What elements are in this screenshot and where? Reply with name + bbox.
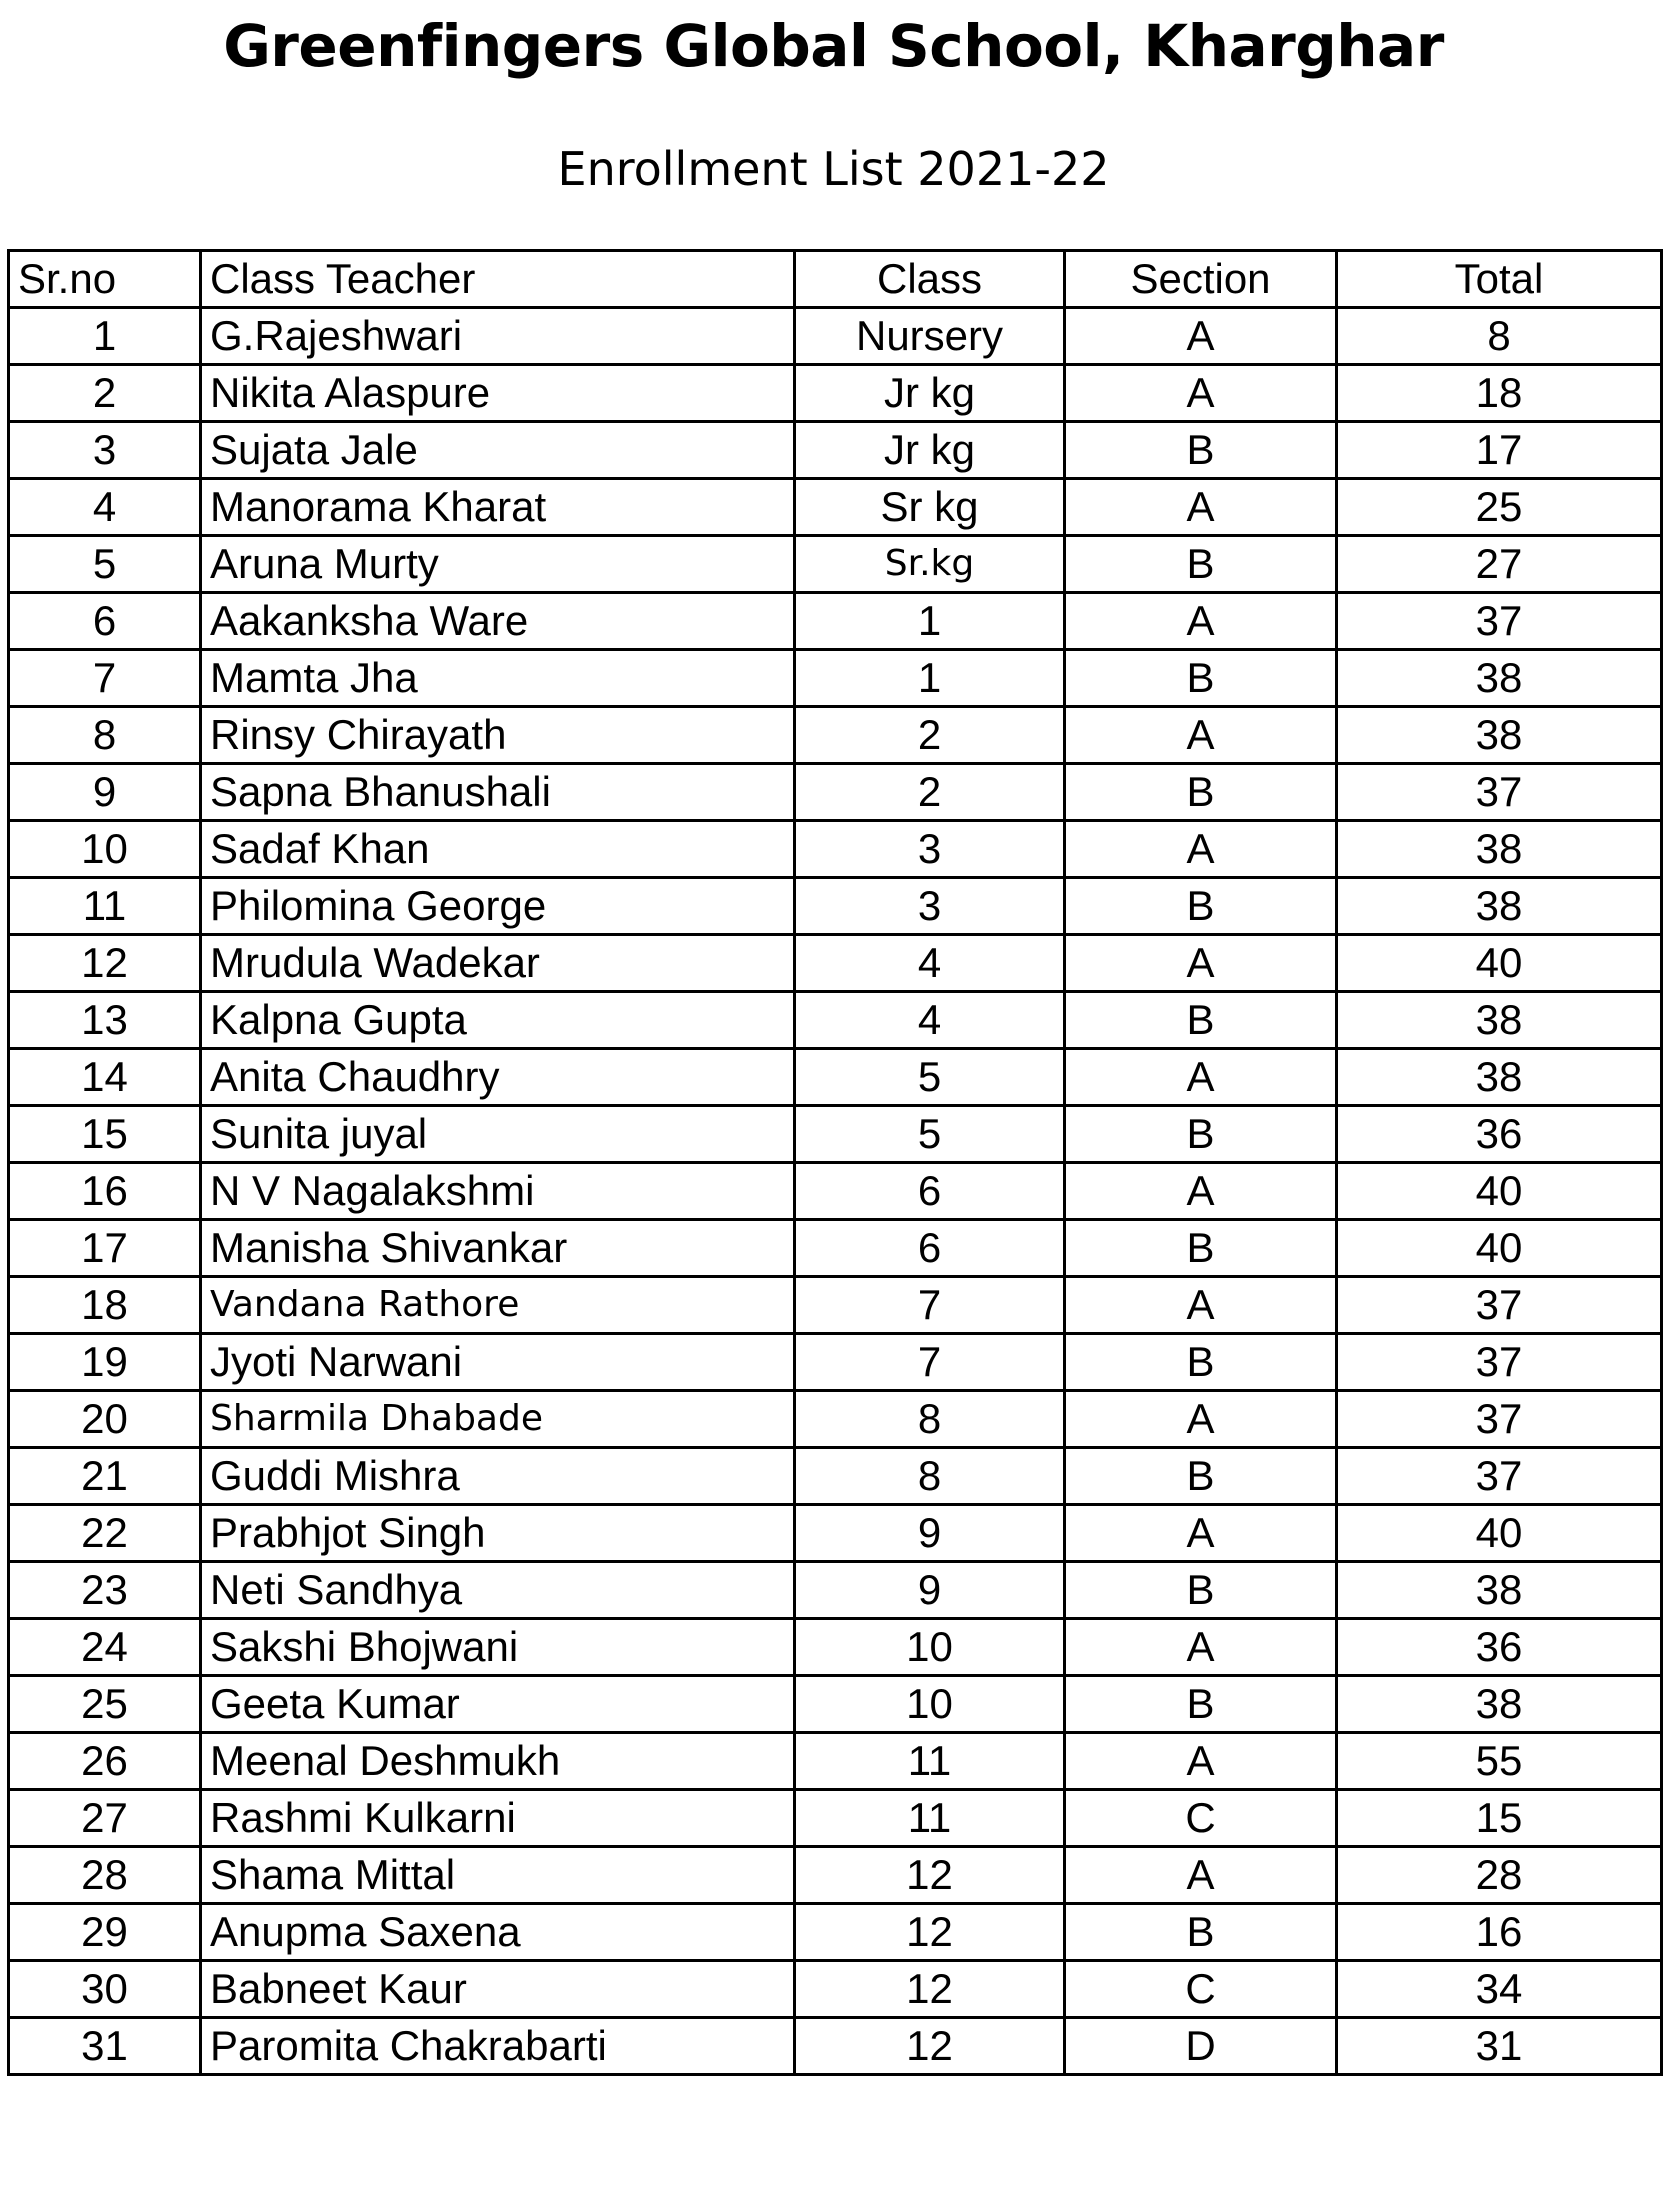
table-row [9,1049,1662,1106]
section-cell: B [1065,422,1337,479]
total-cell: 38 [1337,878,1662,935]
sr-no-cell: 10 [9,821,201,878]
table-row [9,935,1662,992]
column-header-class: Class [795,251,1065,308]
total-cell: 16 [1337,1904,1662,1961]
class-teacher-cell: Paromita Chakrabarti [201,2018,795,2075]
class-cell: 7 [795,1334,1065,1391]
table-row [9,1676,1662,1733]
class-cell: 1 [795,593,1065,650]
class-cell: 12 [795,1961,1065,2018]
table-row [9,365,1662,422]
total-cell: 15 [1337,1790,1662,1847]
section-cell: C [1065,1961,1337,2018]
section-cell: A [1065,479,1337,536]
class-teacher-cell: Nikita Alaspure [201,365,795,422]
section-cell: A [1065,1847,1337,1904]
class-teacher-cell: G.Rajeshwari [201,308,795,365]
class-cell: 10 [795,1676,1065,1733]
total-cell: 37 [1337,1391,1662,1448]
table-row [9,536,1662,593]
section-cell: A [1065,365,1337,422]
class-cell: Sr.kg [795,536,1065,593]
class-cell: 12 [795,2018,1065,2075]
total-cell: 38 [1337,1676,1662,1733]
sr-no-cell: 23 [9,1562,201,1619]
sr-no-cell: 30 [9,1961,201,2018]
section-cell: A [1065,707,1337,764]
class-cell: 8 [795,1448,1065,1505]
class-cell: Sr kg [795,479,1065,536]
sr-no-cell: 8 [9,707,201,764]
sr-no-cell: 29 [9,1904,201,1961]
class-cell: 9 [795,1562,1065,1619]
section-cell: A [1065,1163,1337,1220]
total-cell: 34 [1337,1961,1662,2018]
table-row [9,1505,1662,1562]
total-cell: 40 [1337,1220,1662,1277]
section-cell: B [1065,1106,1337,1163]
class-teacher-cell: Babneet Kaur [201,1961,795,2018]
sr-no-cell: 2 [9,365,201,422]
class-cell: Jr kg [795,365,1065,422]
class-cell: 10 [795,1619,1065,1676]
class-cell: Jr kg [795,422,1065,479]
section-cell: B [1065,878,1337,935]
sr-no-cell: 17 [9,1220,201,1277]
class-cell: 11 [795,1733,1065,1790]
class-cell: 9 [795,1505,1065,1562]
section-cell: A [1065,935,1337,992]
table-row [9,1847,1662,1904]
class-cell: 4 [795,992,1065,1049]
table-row [9,1106,1662,1163]
table-row [9,1619,1662,1676]
class-teacher-cell: Sakshi Bhojwani [201,1619,795,1676]
sr-no-cell: 20 [9,1391,201,1448]
class-cell: 3 [795,821,1065,878]
section-cell: A [1065,1505,1337,1562]
table-row [9,1733,1662,1790]
class-cell: 12 [795,1904,1065,1961]
class-teacher-cell: Sharmila Dhabade [201,1391,795,1448]
class-teacher-cell: Mamta Jha [201,650,795,707]
section-cell: B [1065,1562,1337,1619]
table-row [9,1790,1662,1847]
section-cell: B [1065,1676,1337,1733]
table-row [9,479,1662,536]
class-teacher-cell: Rinsy Chirayath [201,707,795,764]
class-teacher-cell: Manorama Kharat [201,479,795,536]
sr-no-cell: 21 [9,1448,201,1505]
sr-no-cell: 26 [9,1733,201,1790]
total-cell: 37 [1337,1277,1662,1334]
section-cell: A [1065,1391,1337,1448]
class-cell: 1 [795,650,1065,707]
class-teacher-cell: Neti Sandhya [201,1562,795,1619]
sr-no-cell: 5 [9,536,201,593]
class-teacher-cell: Sapna Bhanushali [201,764,795,821]
class-cell: 4 [795,935,1065,992]
section-cell: D [1065,2018,1337,2075]
sr-no-cell: 9 [9,764,201,821]
total-cell: 31 [1337,2018,1662,2075]
section-cell: B [1065,1904,1337,1961]
class-cell: 7 [795,1277,1065,1334]
sr-no-cell: 28 [9,1847,201,1904]
sr-no-cell: 27 [9,1790,201,1847]
table-row [9,650,1662,707]
total-cell: 17 [1337,422,1662,479]
sr-no-cell: 31 [9,2018,201,2075]
class-teacher-cell: Mrudula Wadekar [201,935,795,992]
class-teacher-cell: Sadaf Khan [201,821,795,878]
class-teacher-cell: Geeta Kumar [201,1676,795,1733]
total-cell: 38 [1337,1049,1662,1106]
table-row [9,1334,1662,1391]
sr-no-cell: 12 [9,935,201,992]
total-cell: 38 [1337,650,1662,707]
class-cell: 8 [795,1391,1065,1448]
section-cell: A [1065,593,1337,650]
section-cell: A [1065,1733,1337,1790]
sr-no-cell: 3 [9,422,201,479]
class-teacher-cell: Sujata Jale [201,422,795,479]
total-cell: 27 [1337,536,1662,593]
class-cell: 5 [795,1049,1065,1106]
class-teacher-cell: Kalpna Gupta [201,992,795,1049]
section-cell: B [1065,650,1337,707]
total-cell: 37 [1337,1448,1662,1505]
table-row [9,593,1662,650]
class-cell: Nursery [795,308,1065,365]
class-cell: 5 [795,1106,1065,1163]
sr-no-cell: 7 [9,650,201,707]
class-cell: 3 [795,878,1065,935]
sr-no-cell: 1 [9,308,201,365]
column-header-section: Section [1065,251,1337,308]
enrollment-table [7,249,1663,2076]
total-cell: 38 [1337,821,1662,878]
table-row [9,1961,1662,2018]
class-teacher-cell: Anupma Saxena [201,1904,795,1961]
section-cell: A [1065,821,1337,878]
sr-no-cell: 18 [9,1277,201,1334]
sr-no-cell: 14 [9,1049,201,1106]
class-teacher-cell: Philomina George [201,878,795,935]
total-cell: 36 [1337,1106,1662,1163]
class-teacher-cell: Guddi Mishra [201,1448,795,1505]
column-header-class-teacher: Class Teacher [201,251,795,308]
class-teacher-cell: Aakanksha Ware [201,593,795,650]
class-cell: 2 [795,707,1065,764]
table-row [9,1391,1662,1448]
total-cell: 8 [1337,308,1662,365]
sr-no-cell: 24 [9,1619,201,1676]
section-cell: A [1065,308,1337,365]
sr-no-cell: 25 [9,1676,201,1733]
total-cell: 40 [1337,1505,1662,1562]
section-cell: B [1065,1220,1337,1277]
total-cell: 37 [1337,593,1662,650]
table-row [9,1904,1662,1961]
class-teacher-cell: Anita Chaudhry [201,1049,795,1106]
total-cell: 37 [1337,1334,1662,1391]
class-teacher-cell: Meenal Deshmukh [201,1733,795,1790]
section-cell: C [1065,1790,1337,1847]
class-cell: 2 [795,764,1065,821]
total-cell: 40 [1337,1163,1662,1220]
sr-no-cell: 13 [9,992,201,1049]
class-teacher-cell: Prabhjot Singh [201,1505,795,1562]
class-teacher-cell: Manisha Shivankar [201,1220,795,1277]
class-teacher-cell: Vandana Rathore [201,1277,795,1334]
column-header-sr-no: Sr.no [9,251,201,308]
table-row [9,1562,1662,1619]
total-cell: 28 [1337,1847,1662,1904]
section-cell: B [1065,1448,1337,1505]
table-row [9,764,1662,821]
class-teacher-cell: Rashmi Kulkarni [201,1790,795,1847]
sr-no-cell: 15 [9,1106,201,1163]
table-row [9,2018,1662,2075]
table-header-row [9,251,1662,308]
table-row [9,707,1662,764]
class-teacher-cell: Jyoti Narwani [201,1334,795,1391]
class-cell: 6 [795,1163,1065,1220]
class-cell: 11 [795,1790,1065,1847]
class-teacher-cell: N V Nagalakshmi [201,1163,795,1220]
class-cell: 12 [795,1847,1065,1904]
section-cell: B [1065,1334,1337,1391]
section-cell: A [1065,1277,1337,1334]
sr-no-cell: 6 [9,593,201,650]
total-cell: 38 [1337,1562,1662,1619]
sr-no-cell: 11 [9,878,201,935]
table-row [9,1448,1662,1505]
table-body [9,308,1662,2075]
section-cell: A [1065,1049,1337,1106]
table-row [9,1163,1662,1220]
section-cell: B [1065,764,1337,821]
sr-no-cell: 4 [9,479,201,536]
school-title: Greenfingers Global School, Kharghar [223,12,1444,80]
table-row [9,992,1662,1049]
column-header-total: Total [1337,251,1662,308]
section-cell: B [1065,536,1337,593]
section-cell: A [1065,1619,1337,1676]
class-teacher-cell: Shama Mittal [201,1847,795,1904]
table-row [9,878,1662,935]
class-cell: 6 [795,1220,1065,1277]
section-cell: B [1065,992,1337,1049]
class-teacher-cell: Aruna Murty [201,536,795,593]
total-cell: 25 [1337,479,1662,536]
table-row [9,821,1662,878]
total-cell: 18 [1337,365,1662,422]
total-cell: 38 [1337,992,1662,1049]
total-cell: 40 [1337,935,1662,992]
list-subtitle: Enrollment List 2021-22 [557,142,1110,196]
table-row [9,1277,1662,1334]
total-cell: 37 [1337,764,1662,821]
sr-no-cell: 19 [9,1334,201,1391]
total-cell: 36 [1337,1619,1662,1676]
total-cell: 55 [1337,1733,1662,1790]
table-row [9,422,1662,479]
table-row [9,1220,1662,1277]
table-row [9,308,1662,365]
sr-no-cell: 22 [9,1505,201,1562]
total-cell: 38 [1337,707,1662,764]
sr-no-cell: 16 [9,1163,201,1220]
class-teacher-cell: Sunita juyal [201,1106,795,1163]
